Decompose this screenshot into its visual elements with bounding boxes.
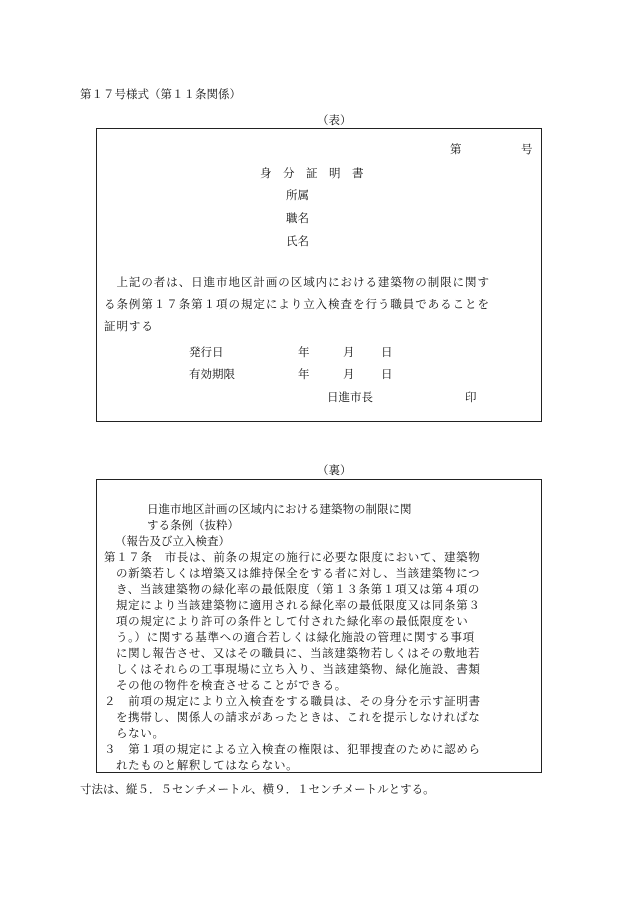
ordinance-line: れたものと解釈してはならない。 bbox=[116, 758, 299, 772]
ordinance-title: 日進市地区計画の区域内における建築物の制限に関 bbox=[147, 502, 412, 516]
ordinance-line: 規定により当該建築物に適用される緑化率の最低限度又は同条第３ bbox=[116, 598, 481, 612]
certificate-title: 身 分 証 明 書 bbox=[260, 166, 364, 180]
back-heading: （裏） bbox=[317, 463, 352, 477]
front-heading: （表） bbox=[317, 113, 352, 127]
ordinance-line: その他の物件を検査させることができる。 bbox=[116, 678, 347, 692]
mayor-label: 日進市長 bbox=[327, 390, 373, 404]
issue-date-label: 発行日 bbox=[189, 345, 224, 359]
issue-month: 月 bbox=[343, 345, 355, 359]
validity-day: 日 bbox=[381, 367, 393, 381]
number-dai: 第 bbox=[450, 142, 462, 156]
ordinance-line: を携帯し、関係人の請求があったときは、これを提示しなければな bbox=[116, 710, 481, 724]
validity-month: 月 bbox=[343, 367, 355, 381]
field-affiliation: 所属 bbox=[286, 188, 309, 202]
ordinance-line: 第１７条 市長は、前条の規定の施行に必要な限度において、建築物 bbox=[104, 550, 481, 564]
ordinance-line: き、当該建築物の緑化率の最低限度（第１３条第１項又は第４項の bbox=[116, 582, 481, 596]
ordinance-line: の新築若しくは増築又は維持保全をする者に対し、当該建築物につ bbox=[116, 566, 481, 580]
ordinance-line: 項の規定により許可の条件として付された緑化率の最低限度をい bbox=[116, 614, 469, 628]
form-title: 第１７号様式（第１１条関係） bbox=[80, 87, 241, 101]
size-note: 寸法は、縦５．５センチメートル、横９．１センチメートルとする。 bbox=[80, 782, 435, 796]
issue-day: 日 bbox=[381, 345, 393, 359]
validity-year: 年 bbox=[298, 367, 310, 381]
front-body-line: る条例第１７条第１項の規定により立入検査を行う職員であることを bbox=[104, 297, 490, 311]
front-body-line: 証明する bbox=[104, 319, 154, 333]
ordinance-line: らない。 bbox=[116, 726, 165, 740]
ordinance-line: に関し報告させ、又はその職員に、当該建築物若しくはその敷地若 bbox=[116, 646, 481, 660]
field-name: 氏名 bbox=[286, 234, 309, 248]
field-position: 職名 bbox=[286, 211, 309, 225]
front-body-line: 上記の者は、日進市地区計画の区域内における建築物の制限に関す bbox=[104, 275, 490, 289]
number-go: 号 bbox=[521, 142, 533, 156]
validity-label: 有効期限 bbox=[189, 367, 235, 381]
ordinance-line: ２ 前項の規定により立入検査をする職員は、その身分を示す証明書 bbox=[104, 694, 481, 708]
issue-year: 年 bbox=[298, 345, 310, 359]
ordinance-line: う。）に関する基準への適合若しくは緑化施設の管理に関する事項 bbox=[116, 630, 475, 644]
ordinance-line: しくはそれらの工事現場に立ち入り、当該建築物、緑化施設、書類 bbox=[116, 662, 481, 676]
ordinance-line: ３ 第１項の規定による立入検査の権限は、犯罪捜査のために認めら bbox=[104, 742, 481, 756]
seal-mark: 印 bbox=[465, 390, 477, 404]
article-caption: （報告及び立入検査） bbox=[115, 534, 230, 548]
ordinance-title: する条例（抜粋） bbox=[147, 518, 239, 532]
